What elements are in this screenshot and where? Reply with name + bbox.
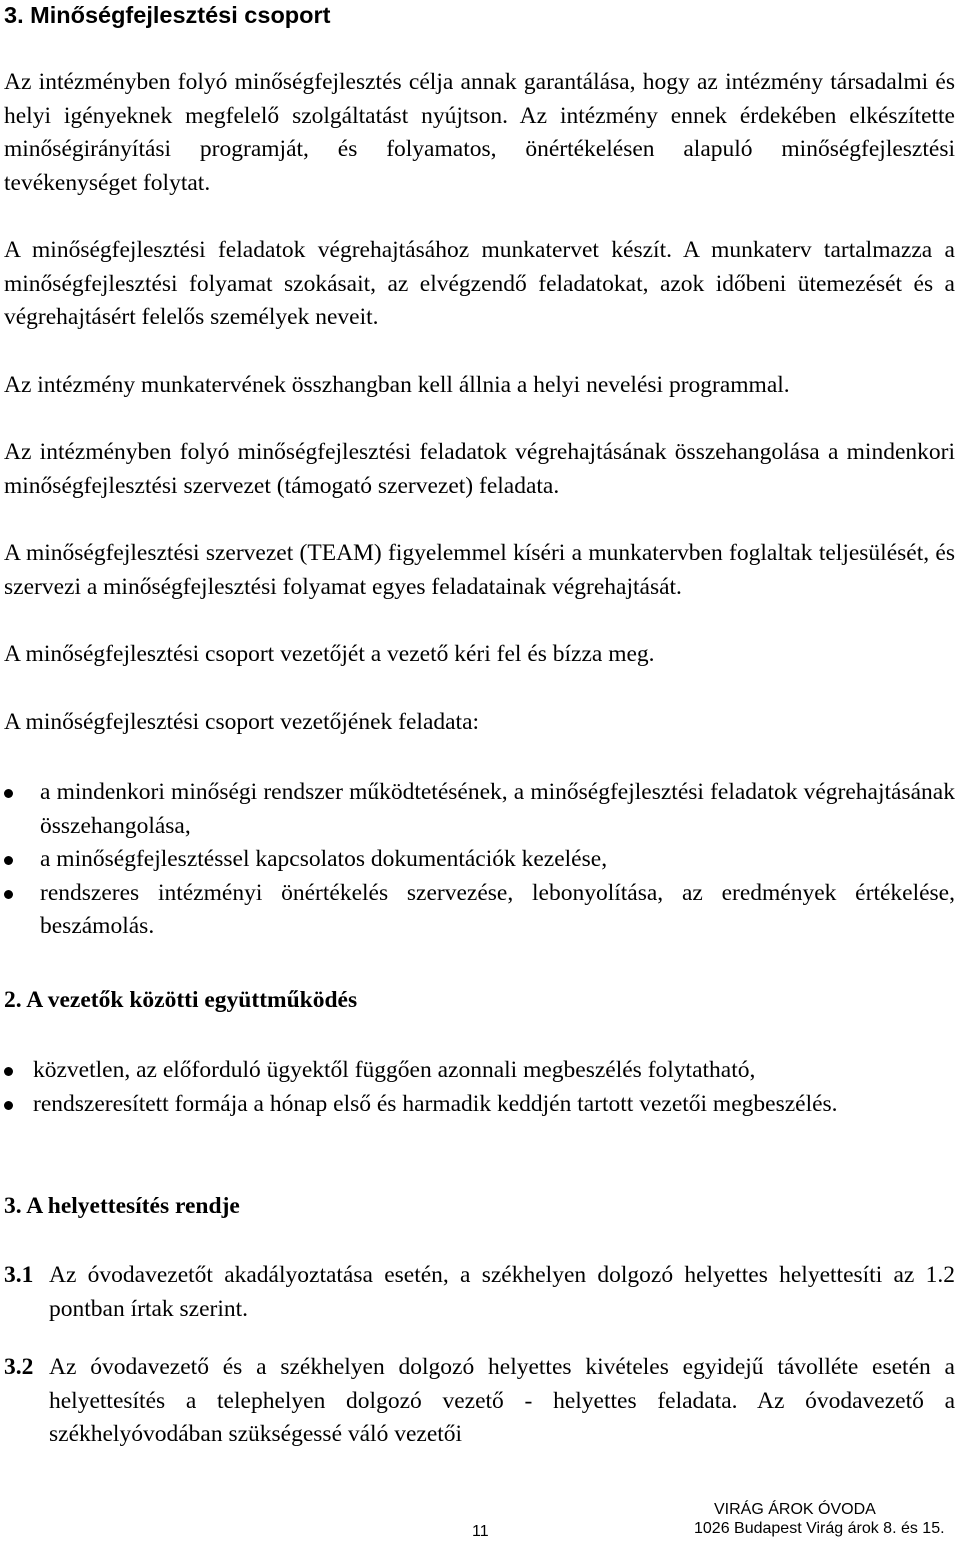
list-item: rendszeresített formája a hónap első és harmadik keddjén tartott vezetői megbeszélés. bbox=[0, 1088, 955, 1122]
item-text: Az óvodavezetőt akadályoztatása esetén, a székhelyen dolgozó helyettes helyettesíti az 1.2 pontban írtak szerint. bbox=[49, 1262, 955, 1322]
list-item: a mindenkori minőségi rendszer működtetésének, a minőségfejlesztési feladatok végrehajtásának összehangolása, bbox=[0, 776, 955, 843]
paragraph-vezeto: A minőségfejlesztési csoport vezetőjét a vezető kéri fel és bízza meg. bbox=[4, 641, 655, 667]
numbered-item-3-2 bbox=[4, 1351, 955, 1452]
paragraph-munkaterv: A minőségfejlesztési feladatok végrehajtásához munkatervet készít. A munkaterv tartalmazza a minőségfejlesztési folyamat szokásait, az elvégzendő feladatokat, azok időbeni ütemezését és a végrehajtásért felelős személyek neveit. bbox=[4, 237, 955, 330]
org-address: 1026 Budapest Virág árok 8. és 15. bbox=[694, 1520, 945, 1537]
item-number: 3.1 bbox=[4, 1262, 34, 1288]
numbered-item-3-1 bbox=[4, 1259, 955, 1326]
org-name: VIRÁG ÁROK ÓVODA bbox=[714, 1501, 876, 1518]
bullet-icon bbox=[4, 890, 13, 899]
paragraph-team: A minőségfejlesztési szervezet (TEAM) figyelemmel kíséri a munkatervben foglaltak teljesülését, és szervezi a minőségfejlesztési folyamat egyes feladatainak végrehajtását. bbox=[4, 540, 955, 600]
section-title-helyettesites: 3. A helyettesítés rendje bbox=[4, 1193, 240, 1219]
item-number: 3.2 bbox=[4, 1354, 34, 1380]
bullet-icon bbox=[4, 1101, 13, 1110]
bullet-icon bbox=[4, 1067, 13, 1076]
footer-organization bbox=[694, 1500, 945, 1538]
paragraph-osszhang: Az intézmény munkatervének összhangban kell állnia a helyi nevelési programmal. bbox=[4, 372, 790, 398]
page-number: 11 bbox=[472, 1523, 489, 1540]
section-title-minosegfejlesztes: 3. Minőségfejlesztési csoport bbox=[4, 2, 331, 28]
cooperation-list bbox=[0, 1054, 960, 1121]
item-text: Az óvodavezető és a székhelyen dolgozó helyettes kivételes egyidejű távolléte esetén a helyettesítés a telephelyen dolgozó vezető - helyettes feladata. Az óvodavezető a székhelyóvodában szükségessé váló vezetői bbox=[49, 1354, 955, 1447]
paragraph-osszehangolas: Az intézményben folyó minőségfejlesztési feladatok végrehajtásának összehangolása a mindenkori minőségfejlesztési szervezet (támogató szervezet) feladata. bbox=[4, 439, 955, 499]
list-item: a minőségfejlesztéssel kapcsolatos dokumentációk kezelése, bbox=[0, 843, 955, 877]
list-item: közvetlen, az előforduló ügyektől függően azonnali megbeszélés folytatható, bbox=[0, 1054, 955, 1088]
list-item: rendszeres intézményi önértékelés szervezése, lebonyolítása, az eredmények értékelése, beszámolás. bbox=[0, 877, 955, 944]
bullet-icon bbox=[4, 856, 13, 865]
leader-tasks-intro: A minőségfejlesztési csoport vezetőjének feladata: bbox=[4, 709, 480, 735]
section-title-vezetok: 2. A vezetők közötti együttműködés bbox=[4, 987, 358, 1013]
leader-tasks-list bbox=[0, 776, 960, 944]
bullet-icon bbox=[4, 789, 13, 798]
paragraph-intro: Az intézményben folyó minőségfejlesztés célja annak garantálása, hogy az intézmény társadalmi és helyi igényeknek megfelelő szolgáltatást nyújtson. Az intézmény ennek érdekében elkészítette minőségirányítási programját, és folyamatos, önértékelésen alapuló minőségfejlesztési tevékenységet folytat. bbox=[4, 69, 955, 196]
